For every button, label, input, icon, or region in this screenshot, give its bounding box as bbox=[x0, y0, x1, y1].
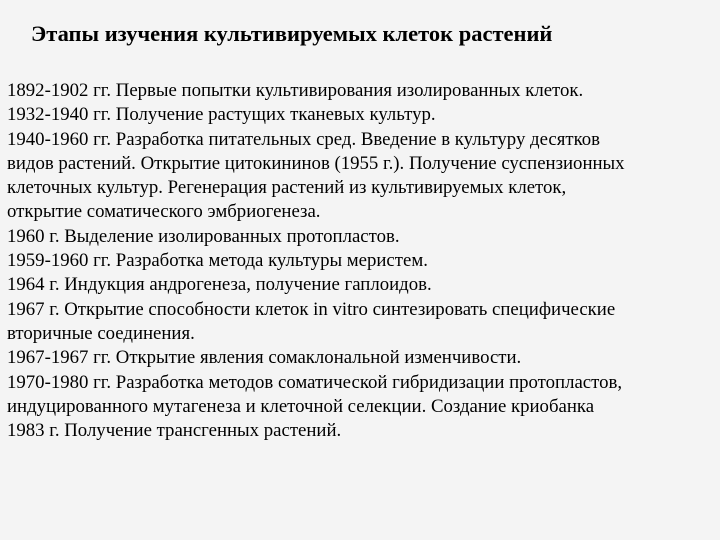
body-line: 1959-1960 гг. Разработка метода культуры меристем. bbox=[7, 250, 428, 272]
body-line: индуцированного мутагенеза и клеточной селекции. Создание криобанка bbox=[7, 395, 595, 417]
body-line: 1940-1960 гг. Разработка питательных сред. Введение в культуру десятков bbox=[7, 128, 601, 150]
body-line: 1983 г. Получение трансгенных растений. bbox=[7, 420, 342, 442]
body-line: 1970-1980 гг. Разработка методов соматической гибридизации протопластов, bbox=[7, 371, 623, 393]
body-line: вторичные соединения. bbox=[7, 322, 195, 344]
body-line: клеточных культур. Регенерация растений из культивируемых клеток, bbox=[7, 177, 567, 199]
body-line: 1932-1940 гг. Получение растущих тканевых культур. bbox=[7, 104, 436, 126]
body-line: 1967 г. Открытие способности клеток in vitro синтезировать специфические bbox=[7, 298, 616, 320]
body-line: 1892-1902 гг. Первые попытки культивирования изолированных клеток. bbox=[7, 80, 584, 101]
body-line: открытие соматического эмбриогенеза. bbox=[7, 201, 321, 223]
body-line: 1960 г. Выделение изолированных протопластов. bbox=[7, 225, 400, 247]
body-line: 1964 г. Индукция андрогенеза, получение гаплоидов. bbox=[7, 274, 432, 296]
body-line: 1967-1967 гг. Открытие явления сомаклональной изменчивости. bbox=[7, 347, 522, 369]
body-line: видов растений. Открытие цитокининов (1955 г.). Получение суспензионных bbox=[7, 152, 625, 174]
slide-title: Этапы изучения культивируемых клеток растений bbox=[31, 21, 553, 46]
slide-body bbox=[7, 79, 713, 443]
